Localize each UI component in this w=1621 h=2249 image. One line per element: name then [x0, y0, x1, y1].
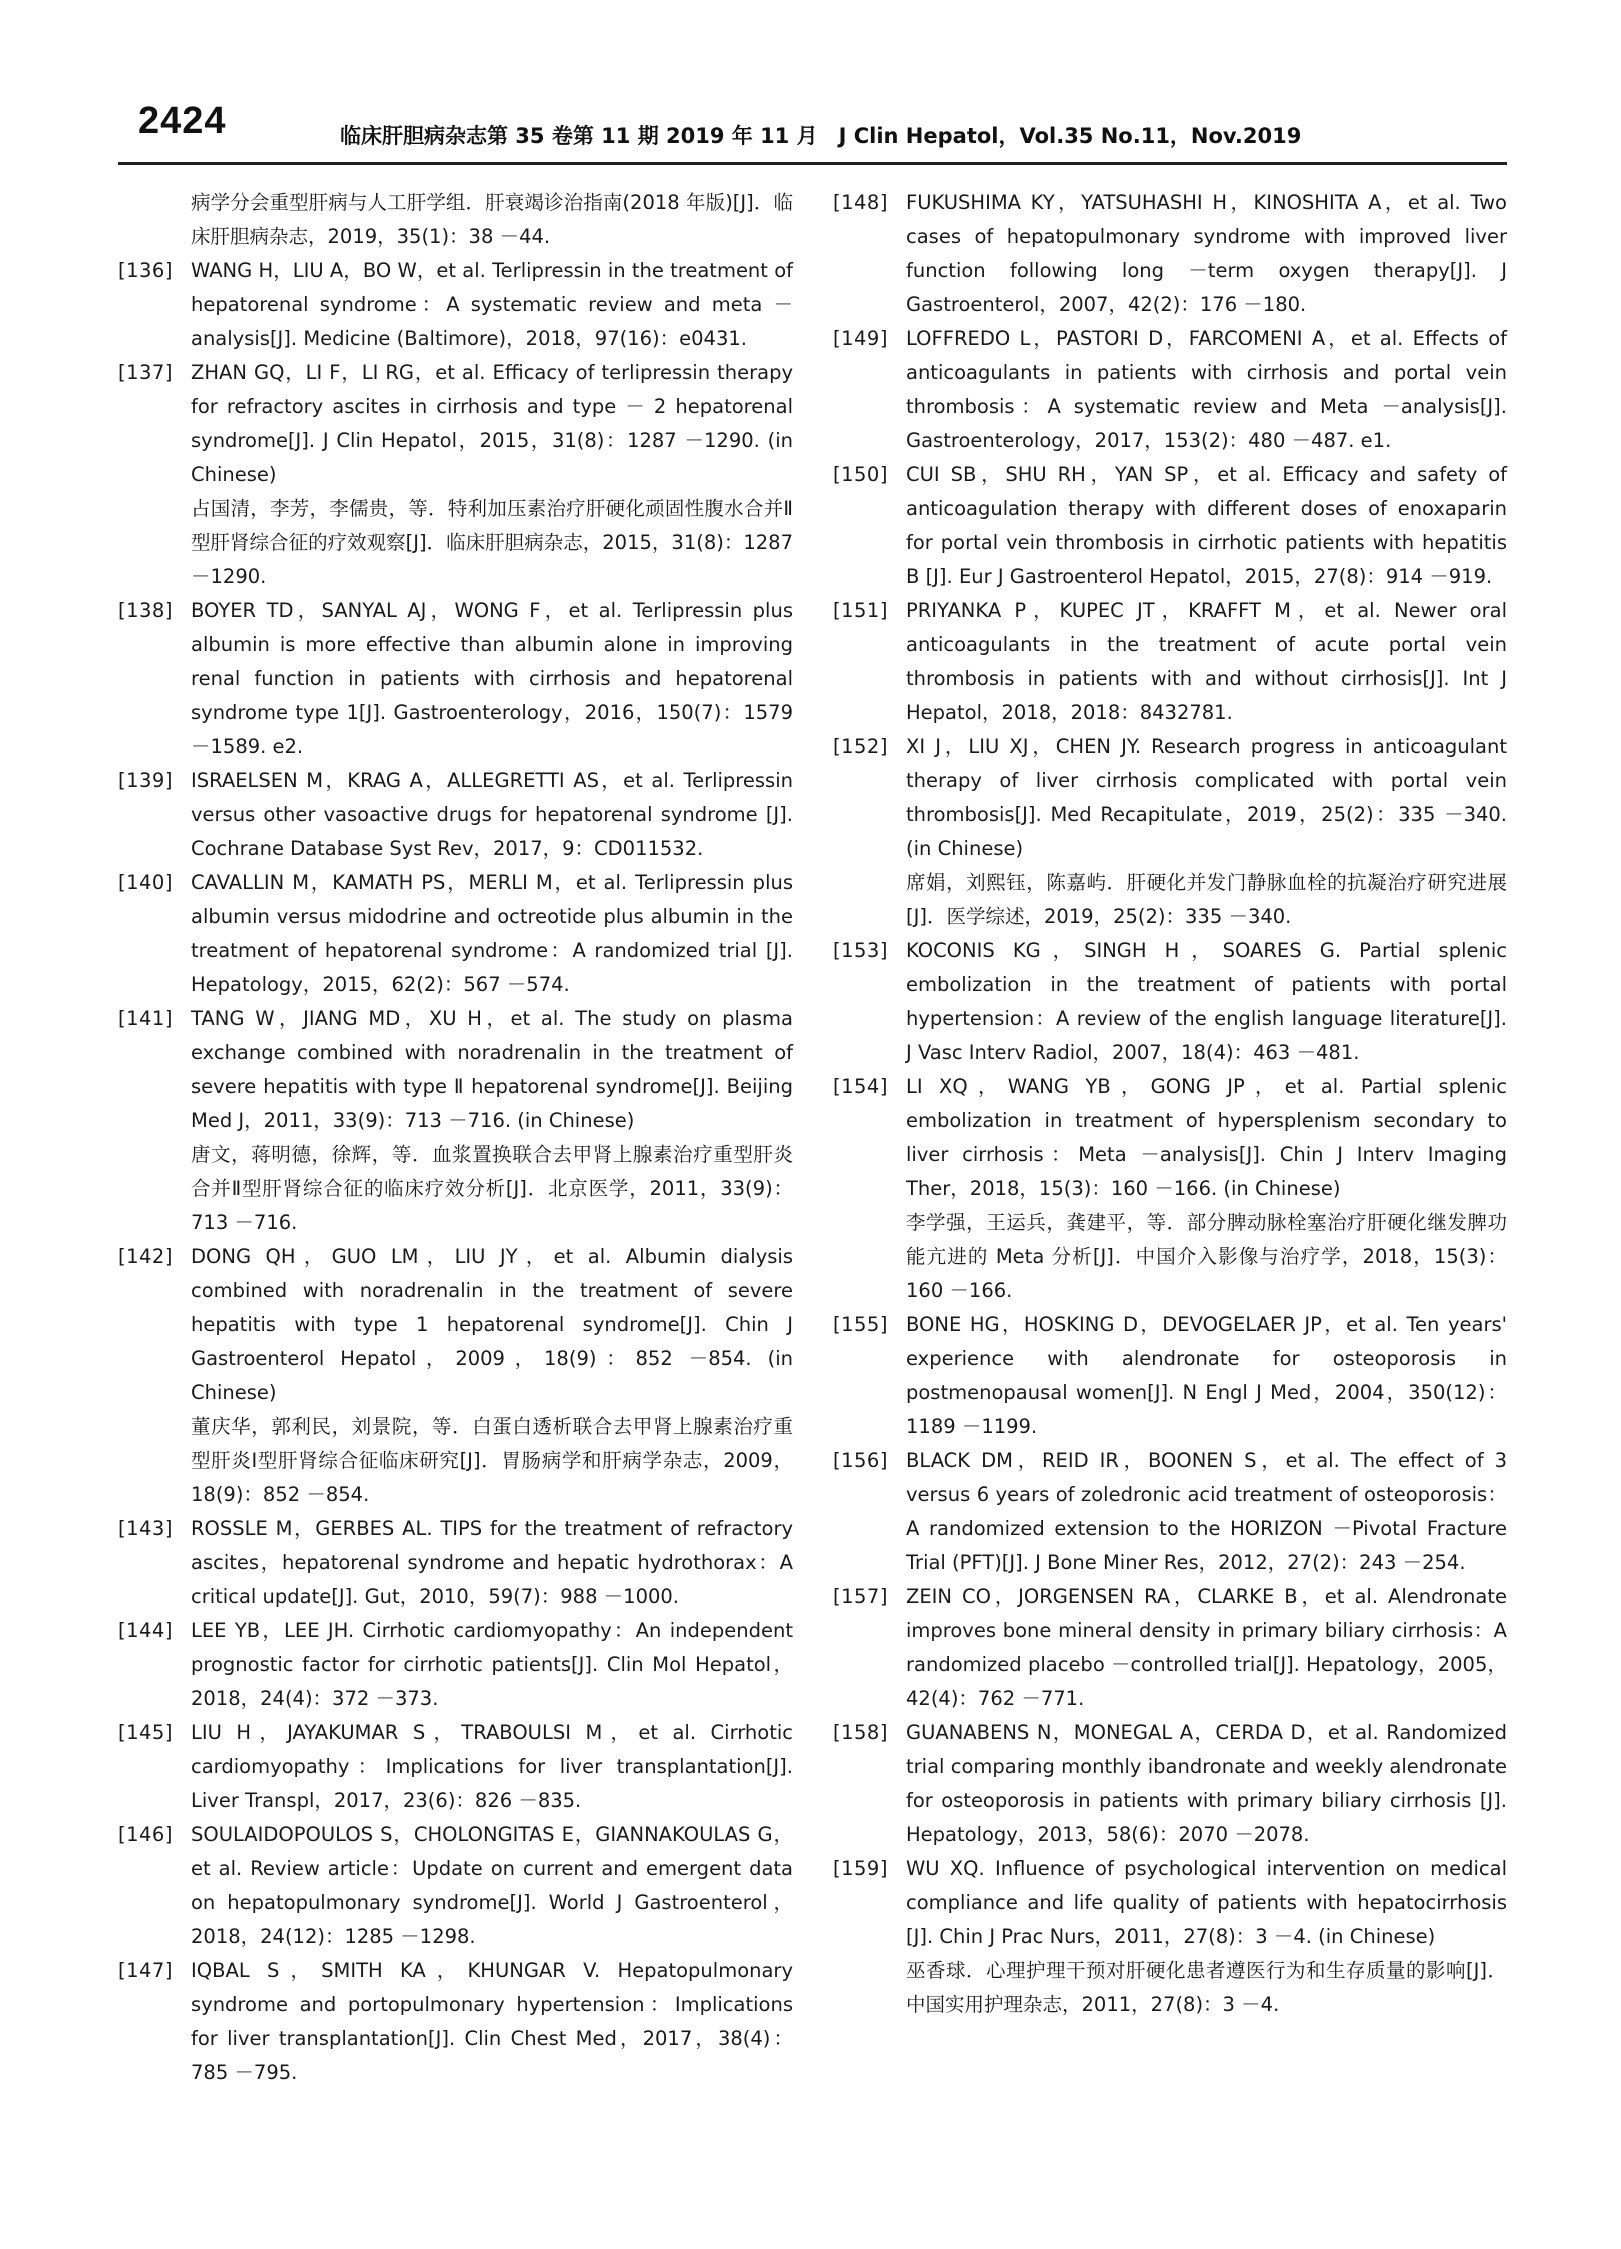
reference-item — [118, 254, 793, 356]
continued-reference-text: 病学分会重型肝病与人工肝学组．肝衰竭诊治指南(2018 年版)[J]．临床肝胆病杂志，2019，35(1)：38 －44. — [191, 191, 793, 248]
reference-number: [142] — [118, 1245, 173, 1268]
reference-text: BLACK DM，REID IR，BOONEN S，et al. The effect of 3 versus 6 years of zoledronic acid treatment of osteoporosis：A randomized extension to the HORIZON －Pivotal Fracture Trial (PFT)[J]. J Bone Miner Res，2012，27(2)：243 －254. — [906, 1449, 1507, 1574]
reference-number: [147] — [118, 1959, 173, 1982]
reference-number: [159] — [833, 1857, 888, 1880]
reference-item — [118, 1614, 793, 1716]
reference-item — [833, 1070, 1507, 1308]
reference-number: [148] — [833, 191, 888, 214]
reference-number: [155] — [833, 1313, 888, 1336]
reference-text: ROSSLE M，GERBES AL. TIPS for the treatment of refractory ascites，hepatorenal syndrome and hepatic hydrothorax：A critical update[J]. Gut，2010，59(7)：988 －1000. — [191, 1517, 793, 1608]
reference-text: WU XQ. Influence of psychological intervention on medical compliance and life quality of patients with hepatocirrhosis [J]. Chin J Prac Nurs，2011，27(8)：3 －4. (in Chinese) — [906, 1857, 1507, 1948]
reference-text: BONE HG，HOSKING D，DEVOGELAER JP，et al. Ten years' experience with alendronate for osteoporosis in postmenopausal women[J]. N Engl J Med，2004，350(12)：1189 －1199. — [906, 1313, 1507, 1438]
header-rule — [118, 162, 1507, 165]
reference-text-chinese: 董庆华，郭利民，刘景院，等．白蛋白透析联合去甲肾上腺素治疗重型肝炎Ⅰ型肝肾综合征临床研究[J]．胃肠病学和肝病学杂志，2009，18(9)：852 －854. — [191, 1415, 793, 1506]
reference-text: TANG W，JIANG MD，XU H，et al. The study on plasma exchange combined with noradrenalin in the treatment of severe hepatitis with type Ⅱ hepatorenal syndrome[J]. Beijing Med J，2011，33(9)：713 －716. (in Chinese) — [191, 1007, 793, 1132]
page-number: 2424 — [138, 100, 227, 142]
reference-item — [833, 1308, 1507, 1444]
reference-number: [141] — [118, 1007, 173, 1030]
right-column — [833, 186, 1507, 2022]
reference-item — [118, 1716, 793, 1818]
reference-number: [153] — [833, 939, 888, 962]
reference-text-chinese: 席娟，刘熙钰，陈嘉屿．肝硬化并发门静脉血栓的抗凝治疗研究进展[J]．医学综述，2019，25(2)：335 －340. — [906, 871, 1507, 928]
reference-number: [156] — [833, 1449, 888, 1472]
left-column — [118, 186, 793, 2090]
reference-number: [146] — [118, 1823, 173, 1846]
reference-text: LIU H，JAYAKUMAR S，TRABOULSI M，et al. Cirrhotic cardiomyopathy：Implications for liver transplantation[J]. Liver Transpl，2017，23(6)：826 －835. — [191, 1721, 793, 1812]
reference-number: [139] — [118, 769, 173, 792]
reference-text: ISRAELSEN M，KRAG A，ALLEGRETTI AS，et al. Terlipressin versus other vasoactive drugs for hepatorenal syndrome [J]. Cochrane Database Syst Rev，2017，9：CD011532. — [191, 769, 793, 860]
reference-number: [157] — [833, 1585, 888, 1608]
reference-text: WANG H，LIU A，BO W，et al. Terlipressin in the treatment of hepatorenal syndrome：A systematic review and meta －analysis[J]. Medicine (Baltimore)，2018，97(16)：e0431. — [191, 259, 793, 350]
reference-text-chinese: 巫香球．心理护理干预对肝硬化患者遵医行为和生存质量的影响[J]．中国实用护理杂志，2011，27(8)：3 －4. — [906, 1959, 1507, 2016]
reference-item — [833, 934, 1507, 1070]
reference-text: LOFFREDO L，PASTORI D，FARCOMENI A，et al. Effects of anticoagulants in patients with cirrhosis and portal vein thrombosis：A systematic review and Meta －analysis[J]. Gastroenterology，2017，153(2)：480 －487. e1. — [906, 327, 1507, 452]
right-reference-list — [833, 186, 1507, 2022]
reference-text: IQBAL S，SMITH KA，KHUNGAR V. Hepatopulmonary syndrome and portopulmonary hypertension：Implications for liver transplantation[J]. Clin Chest Med，2017，38(4)：785 －795. — [191, 1959, 793, 2084]
reference-item — [118, 764, 793, 866]
reference-item — [833, 730, 1507, 934]
reference-number: [149] — [833, 327, 888, 350]
reference-item — [118, 1240, 793, 1512]
reference-item — [118, 1512, 793, 1614]
reference-text: CUI SB，SHU RH，YAN SP，et al. Efficacy and safety of anticoagulation therapy with different doses of enoxaparin for portal vein thrombosis in cirrhotic patients with hepatitis B [J]. Eur J Gastroenterol Hepatol，2015，27(8)：914 －919. — [906, 463, 1507, 588]
reference-item — [833, 594, 1507, 730]
reference-text: KOCONIS KG，SINGH H，SOARES G. Partial splenic embolization in the treatment of patients with portal hypertension：A review of the english language literature[J]. J Vasc Interv Radiol，2007，18(4)：463 －481. — [906, 939, 1507, 1064]
reference-number: [154] — [833, 1075, 888, 1098]
reference-text: SOULAIDOPOULOS S，CHOLONGITAS E，GIANNAKOULAS G，et al. Review article：Update on current and emergent data on hepatopulmonary syndrome[J]. World J Gastroenterol，2018，24(12)：1285 －1298. — [191, 1823, 793, 1948]
left-reference-list — [118, 254, 793, 2090]
reference-number: [158] — [833, 1721, 888, 1744]
reference-text-chinese: 占国清，李芳，李儒贵，等．特利加压素治疗肝硬化顽固性腹水合并Ⅱ型肝肾综合征的疗效观察[J]．临床肝胆病杂志，2015，31(8)：1287 －1290. — [191, 497, 793, 588]
reference-number: [151] — [833, 599, 888, 622]
reference-item — [118, 1954, 793, 2090]
reference-text-chinese: 李学强，王运兵，龚建平，等．部分脾动脉栓塞治疗肝硬化继发脾功能亢进的 Meta 分析[J]．中国介入影像与治疗学，2018，15(3)：160 －166. — [906, 1211, 1507, 1302]
reference-text-chinese: 唐文，蒋明德，徐辉，等．血浆置换联合去甲肾上腺素治疗重型肝炎合并Ⅱ型肝肾综合征的临床疗效分析[J]．北京医学，2011，33(9)：713 －716. — [191, 1143, 793, 1234]
reference-text: CAVALLIN M，KAMATH PS，MERLI M，et al. Terlipressin plus albumin versus midodrine and octreotide plus albumin in the treatment of hepatorenal syndrome：A randomized trial [J]. Hepatology，2015，62(2)：567 －574. — [191, 871, 793, 996]
reference-number: [145] — [118, 1721, 173, 1744]
reference-number: [152] — [833, 735, 888, 758]
reference-text: ZEIN CO，JORGENSEN RA，CLARKE B，et al. Alendronate improves bone mineral density in primary biliary cirrhosis：A randomized placebo －controlled trial[J]. Hepatology，2005，42(4)：762 －771. — [906, 1585, 1507, 1710]
reference-item — [833, 1580, 1507, 1716]
reference-item — [833, 1716, 1507, 1852]
reference-item — [833, 1444, 1507, 1580]
reference-item — [118, 594, 793, 764]
running-head: 临床肝胆病杂志第 35 卷第 11 期 2019 年 11 月 J Clin Hepatol，Vol.35 No.11，Nov.2019 — [340, 124, 1302, 148]
reference-number: [138] — [118, 599, 173, 622]
reference-item — [833, 1852, 1507, 2022]
reference-item — [833, 322, 1507, 458]
reference-item — [833, 186, 1507, 322]
reference-item — [118, 1002, 793, 1240]
reference-text: LEE YB，LEE JH. Cirrhotic cardiomyopathy：An independent prognostic factor for cirrhotic patients[J]. Clin Mol Hepatol，2018，24(4)：372 －373. — [191, 1619, 793, 1710]
reference-item — [833, 458, 1507, 594]
reference-text: ZHAN GQ，LI F，LI RG，et al. Efficacy of terlipressin therapy for refractory ascites in cirrhosis and type － 2 hepatorenal syndrome[J]. J Clin Hepatol，2015，31(8)：1287 －1290. (in Chinese) — [191, 361, 793, 486]
reference-item — [118, 1818, 793, 1954]
reference-number: [140] — [118, 871, 173, 894]
reference-item — [118, 356, 793, 594]
reference-item — [118, 866, 793, 1002]
reference-text: GUANABENS N，MONEGAL A，CERDA D，et al. Randomized trial comparing monthly ibandronate and weekly alendronate for osteoporosis in patients with primary biliary cirrhosis [J]. Hepatology，2013，58(6)：2070 －2078. — [906, 1721, 1507, 1846]
reference-text: LI XQ，WANG YB，GONG JP，et al. Partial splenic embolization in treatment of hypersplenism secondary to liver cirrhosis：Meta －analysis[J]. Chin J Interv Imaging Ther，2018，15(3)：160 －166. (in Chinese) — [906, 1075, 1507, 1200]
reference-text: DONG QH，GUO LM，LIU JY，et al. Albumin dialysis combined with noradrenalin in the treatment of severe hepatitis with type 1 hepatorenal syndrome[J]. Chin J Gastroenterol Hepatol，2009，18(9)：852 －854. (in Chinese) — [191, 1245, 793, 1404]
reference-number: [150] — [833, 463, 888, 486]
reference-number: [137] — [118, 361, 173, 384]
reference-number: [143] — [118, 1517, 173, 1540]
reference-text: XI J，LIU XJ，CHEN JY. Research progress in anticoagulant therapy of liver cirrhosis complicated with portal vein thrombosis[J]. Med Recapitulate，2019，25(2)：335 －340. (in Chinese) — [906, 735, 1507, 860]
reference-text: PRIYANKA P，KUPEC JT，KRAFFT M，et al. Newer oral anticoagulants in the treatment of acute portal vein thrombosis in patients with and without cirrhosis[J]. Int J Hepatol，2018，2018：8432781. — [906, 599, 1507, 724]
reference-number: [144] — [118, 1619, 173, 1642]
reference-text: BOYER TD，SANYAL AJ，WONG F，et al. Terlipressin plus albumin is more effective than albumin alone in improving renal function in patients with cirrhosis and hepatorenal syndrome type 1[J]. Gastroenterology，2016，150(7)：1579 －1589. e2. — [191, 599, 793, 758]
reference-number: [136] — [118, 259, 173, 282]
reference-text: FUKUSHIMA KY，YATSUHASHI H，KINOSHITA A，et al. Two cases of hepatopulmonary syndrome with improved liver function following long －term oxygen therapy[J]. J Gastroenterol，2007，42(2)：176 －180. — [906, 191, 1507, 316]
